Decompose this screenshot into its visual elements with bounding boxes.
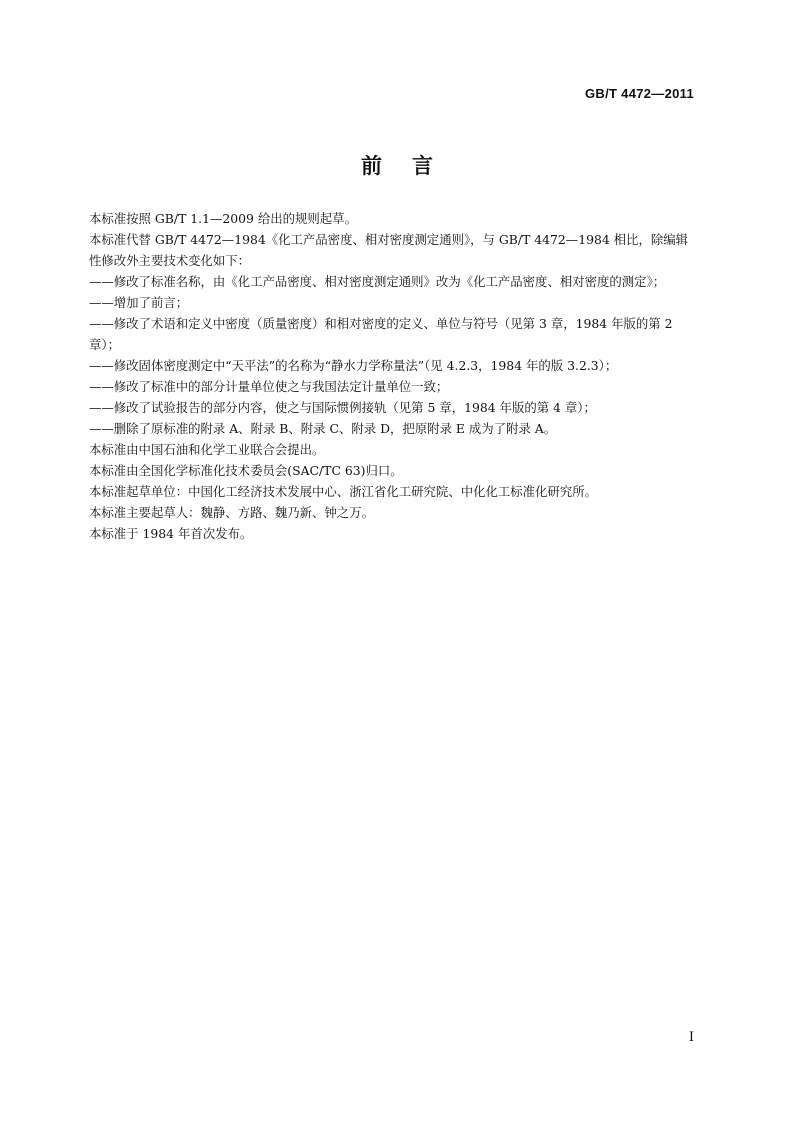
paragraph-drafting-units: 本标准起草单位：中国化工经济技术发展中心、浙江省化工研究院、中化化工标准化研究所。 bbox=[89, 484, 598, 499]
change-item-title: ——修改了标准名称，由《化工产品密度、相对密度测定通则》改为《化工产品密度、相对密度的测定》； bbox=[89, 274, 666, 289]
paragraph-committee: 本标准由全国化学标准化技术委员会(SAC/TC 63)归口。 bbox=[89, 463, 403, 478]
change-item-foreword: ——增加了前言； bbox=[89, 295, 189, 310]
change-item-solid-density: ——修改固体密度测定中“天平法”的名称为“静水力学称量法”（见 4.2.3，1984 年的版 3.2.3）； bbox=[89, 358, 618, 373]
standard-number: GB/T 4472—2011 bbox=[585, 86, 694, 101]
page-number: I bbox=[688, 1030, 694, 1045]
page-title: 前言 bbox=[361, 154, 463, 178]
paragraph-first-issued: 本标准于 1984 年首次发布。 bbox=[89, 526, 253, 541]
paragraph-drafting-rules: 本标准按照 GB/T 1.1—2009 给出的规则起草。 bbox=[89, 211, 357, 226]
paragraph-drafters: 本标准主要起草人：魏静、方路、魏乃新、钟之万。 bbox=[89, 505, 374, 520]
paragraph-replaces: 本标准代替 GB/T 4472—1984《化工产品密度、相对密度测定通则》，与 GB/T 4472—1984 相比，除编辑性修改外主要技术变化如下： bbox=[89, 232, 689, 268]
change-item-test-report: ——修改了试验报告的部分内容，使之与国际惯例接轨（见第 5 章，1984 年版的第 4 章）； bbox=[89, 400, 596, 415]
change-item-units: ——修改了标准中的部分计量单位使之与我国法定计量单位一致； bbox=[89, 379, 449, 394]
paragraph-proposed-by: 本标准由中国石油和化学工业联合会提出。 bbox=[89, 442, 325, 457]
change-item-annexes: ——删除了原标准的附录 A、附录 B、附录 C、附录 D，把原附录 E 成为了附录 A。 bbox=[89, 421, 557, 436]
change-item-definitions: ——修改了术语和定义中密度（质量密度）和相对密度的定义、单位与符号（见第 3 章，1984 年版的第 2 章）； bbox=[89, 316, 673, 352]
foreword-body bbox=[89, 208, 693, 544]
